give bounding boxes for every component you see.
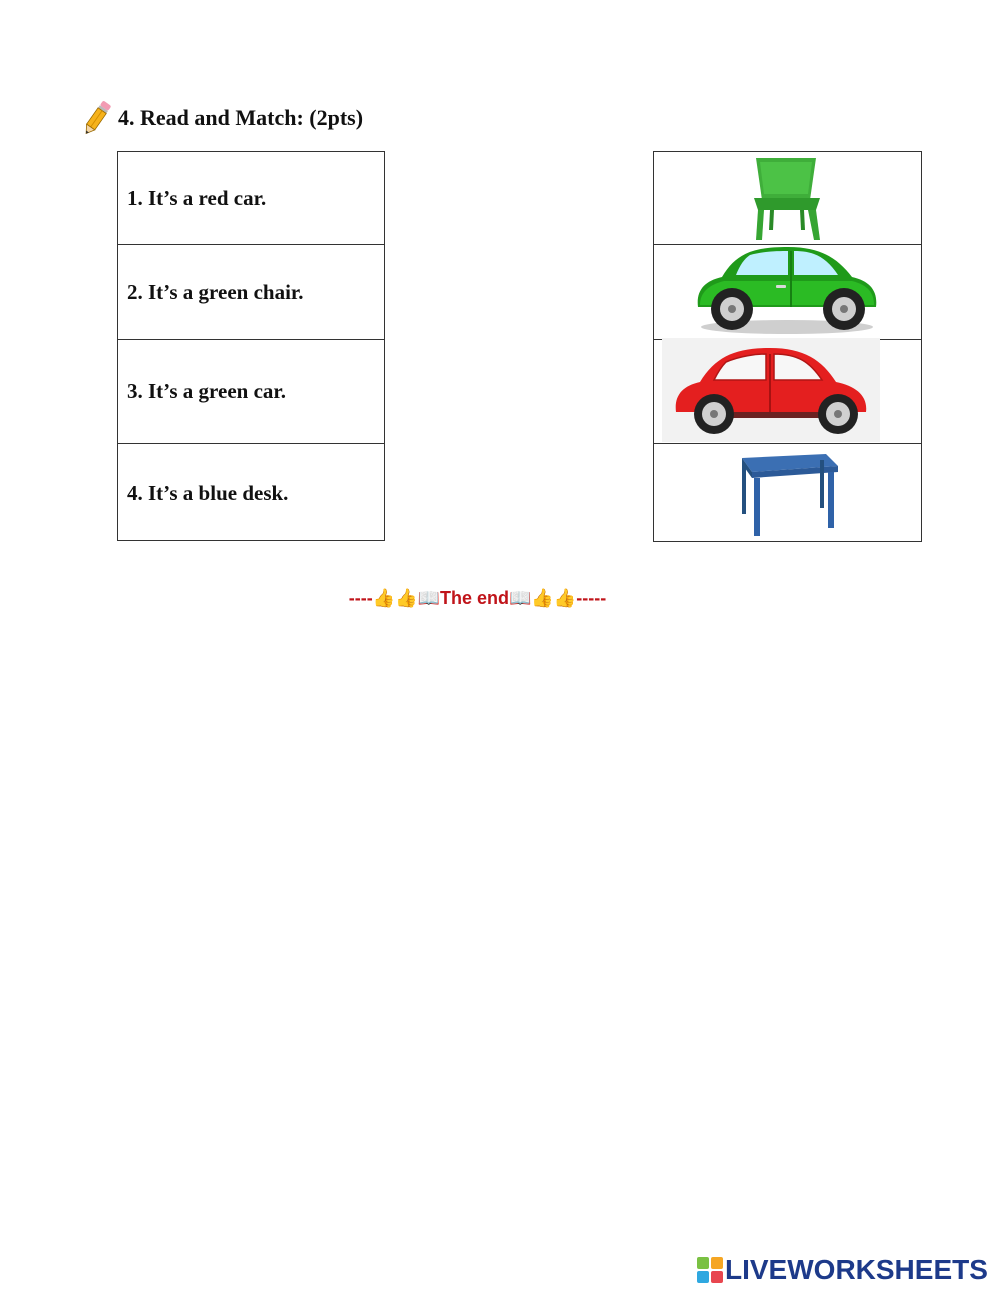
green-chair-image	[746, 154, 826, 242]
sentence-row	[118, 245, 384, 340]
red-car-image	[662, 338, 880, 442]
picture-cell	[654, 245, 921, 340]
sentence-text: 4. It’s a blue desk.	[127, 480, 289, 505]
pencil-icon	[80, 98, 114, 138]
sentence-text: 2. It’s a green chair.	[127, 279, 304, 304]
sentences-table	[117, 151, 385, 541]
sentence-text: 1. It’s a red car.	[127, 185, 267, 210]
liveworksheets-brand[interactable]	[697, 1254, 988, 1286]
sentence-text: 3. It’s a green car.	[127, 379, 287, 403]
picture-cell	[654, 152, 921, 245]
picture-cell	[654, 444, 921, 543]
pictures-table	[653, 151, 922, 542]
section-heading	[80, 98, 363, 138]
liveworksheets-logo-icon	[697, 1257, 723, 1283]
blue-desk-image	[734, 452, 842, 536]
the-end-text: ----👍👍📖The end📖👍👍-----	[348, 588, 607, 608]
sentence-row	[118, 444, 384, 542]
section-title: 4. Read and Match: (2pts)	[118, 105, 364, 130]
green-car-image	[692, 245, 882, 337]
picture-cell	[654, 340, 921, 444]
sentence-row	[118, 152, 384, 245]
sentence-row	[118, 340, 384, 444]
brand-name: LIVEWORKSHEETS	[725, 1254, 988, 1285]
